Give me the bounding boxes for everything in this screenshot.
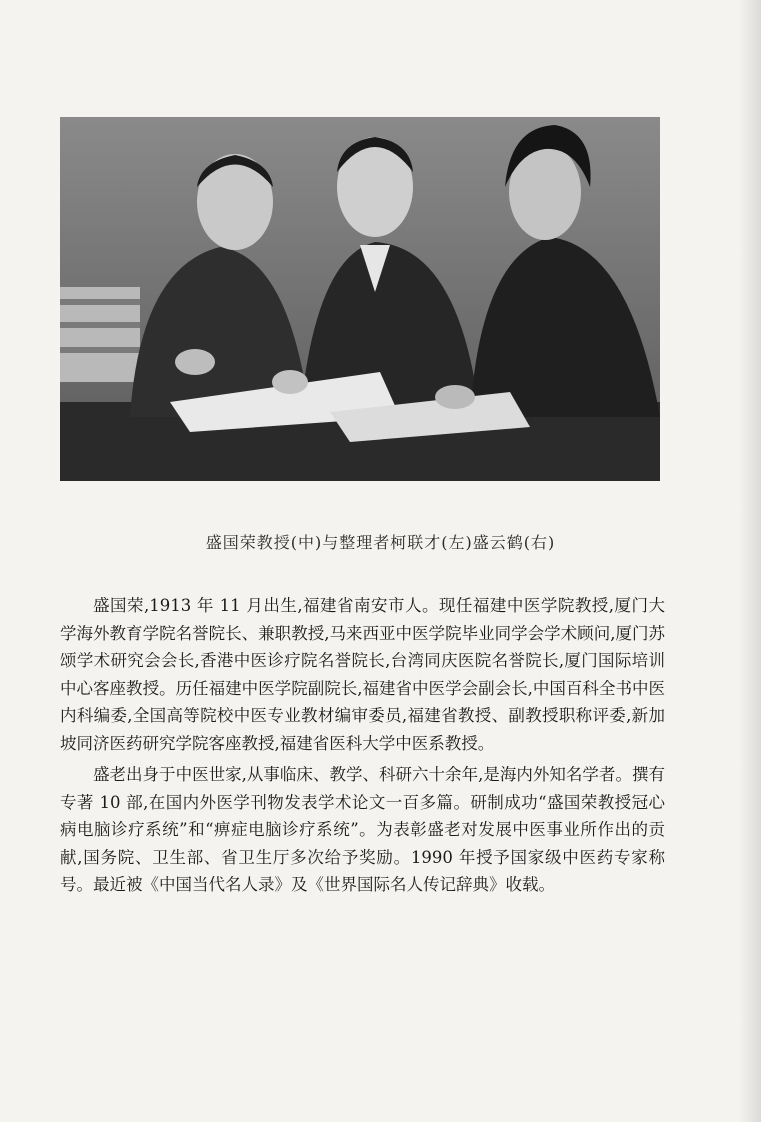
biography-text bbox=[60, 592, 665, 903]
photo-caption: 盛国荣教授(中)与整理者柯联才(左)盛云鹤(右) bbox=[205, 533, 556, 552]
page-edge-shadow bbox=[739, 0, 761, 1122]
paragraph-career: 盛国荣,1913 年 11 月出生,福建省南安市人。现任福建中医学院教授,厦门大学海外教育学院名誉院长、兼职教授,马来西亚中医学院毕业同学会学术顾问,厦门苏颂学术研究会会长,香港中医诊疗院名誉院长,台湾同庆医院名誉院长,厦门国际培训中心客座教授。历任福建中医学院副院长,福建省中医学会副会长,中国百科全书中医内科编委,全国高等院校中医专业教材编审委员,福建省教授、副教授职称评委,新加坡同济医药研究学院客座教授,福建省医科大学中医系教授。 bbox=[60, 596, 665, 753]
group-photo bbox=[60, 117, 660, 481]
paragraph-achievements: 盛老出身于中医世家,从事临床、教学、科研六十余年,是海内外知名学者。撰有专著 10 部,在国内外医学刊物发表学术论文一百多篇。研制成功“盛国荣教授冠心病电脑诊疗系统”和“痹症电脑诊疗系统”。为表彰盛老对发展中医事业所作出的贡献,国务院、卫生部、省卫生厅多次给予奖励。1990 年授予国家级中医药专家称号。最近被《中国当代名人录》及《世界国际名人传记辞典》收载。 bbox=[60, 765, 665, 894]
